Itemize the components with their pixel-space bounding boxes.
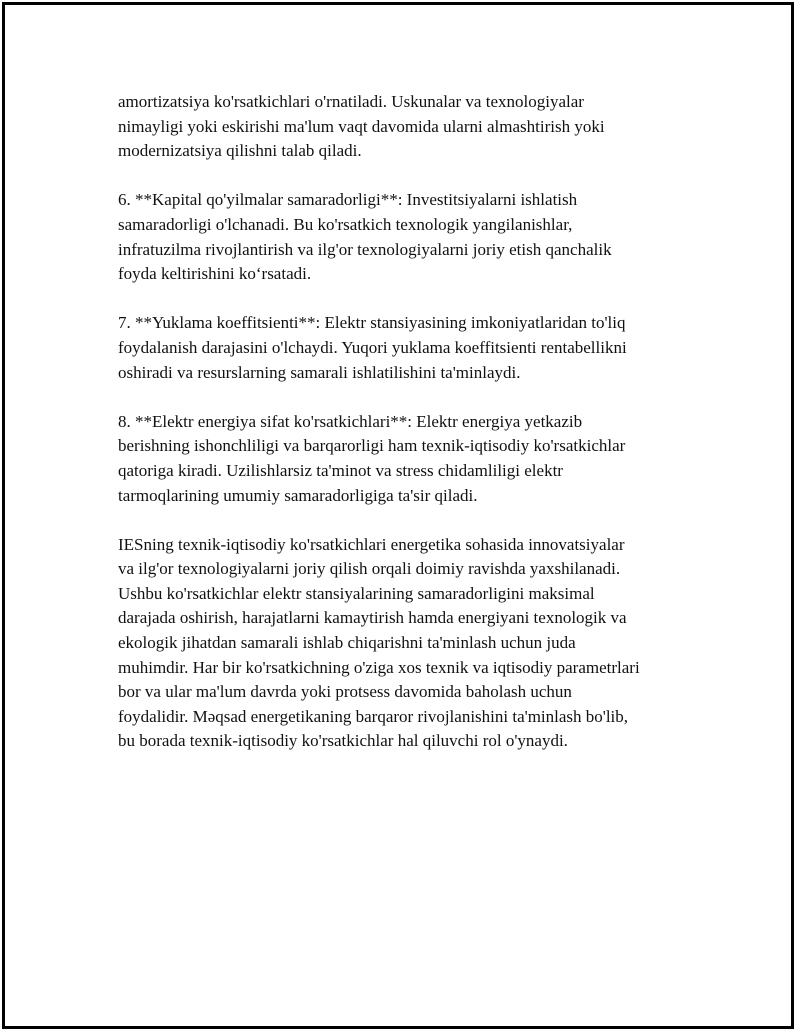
paragraph-power-quality-indicators: 8. **Elektr energiya sifat ko'rsatkichlari**: Elektr energiya yetkazib berishning ishonchliligi va barqarorligi ham texnik-iqtisodiy ko'rsatkichlar qatoriga kiradi. Uzilishlarsiz ta'minot va stress chidamliligi elektr tarmoqlarining umumiy samaradorligiga ta'sir qiladi. bbox=[118, 411, 626, 505]
paragraph-capital-investment-efficiency: 6. **Kapital qo'yilmalar samaradorligi**: Investitsiyalarni ishlatish samaradorligi o'lchanadi. Bu ko'rsatkich texnologik yangilanishlar, infratuzilma rivojlantirish va ilg'or texnologiyalarni joriy etish qanchalik foyda keltirishini ko‘rsatadi. bbox=[118, 190, 612, 284]
paragraph-conclusion: IESning texnik-iqtisodiy ko'rsatkichlari energetika sohasida innovatsiyalar va ilg'or texnologiyalarni joriy qilish orqali doimiy ravishda yaxshilanadi. Ushbu ko'rsatkichlar elektr stansiyalarining samaradorligini maksimal darajada oshirish, harajatlarni kamaytirish hamda energiyani texnologik va ekologik jihatdan samarali ishlab chiqarishni ta'minlash uchun juda muhimdir. Har bir ko'rsatkichning o'ziga xos texnik va iqtisodiy parametrlari bor va ular ma'lum davrda yoki protsess davomida baholash uchun foydalidir. Məqsad energetikaning barqaror rivojlanishini ta'minlash bo'lib, bu borada texnik-iqtisodiy ko'rsatkichlar hal qiluvchi rol o'ynaydi. bbox=[118, 534, 640, 751]
document-body bbox=[118, 90, 698, 779]
paragraph-amortization-continuation: amortizatsiya ko'rsatkichlari o'rnatiladi. Uskunalar va texnologiyalar nimayligi yoki eskirishi ma'lum vaqt davomida ularni almashtirish yoki modernizatsiya qilishni talab qiladi. bbox=[118, 92, 605, 161]
paragraph-load-factor: 7. **Yuklama koeffitsienti**: Elektr stansiyasining imkoniyatlaridan to'liq foydalanish darajasini o'lchaydi. Yuqori yuklama koeffitsienti rentabellikni oshiradi va resurslarning samarali ishlatilishini ta'minlaydi. bbox=[118, 313, 627, 382]
